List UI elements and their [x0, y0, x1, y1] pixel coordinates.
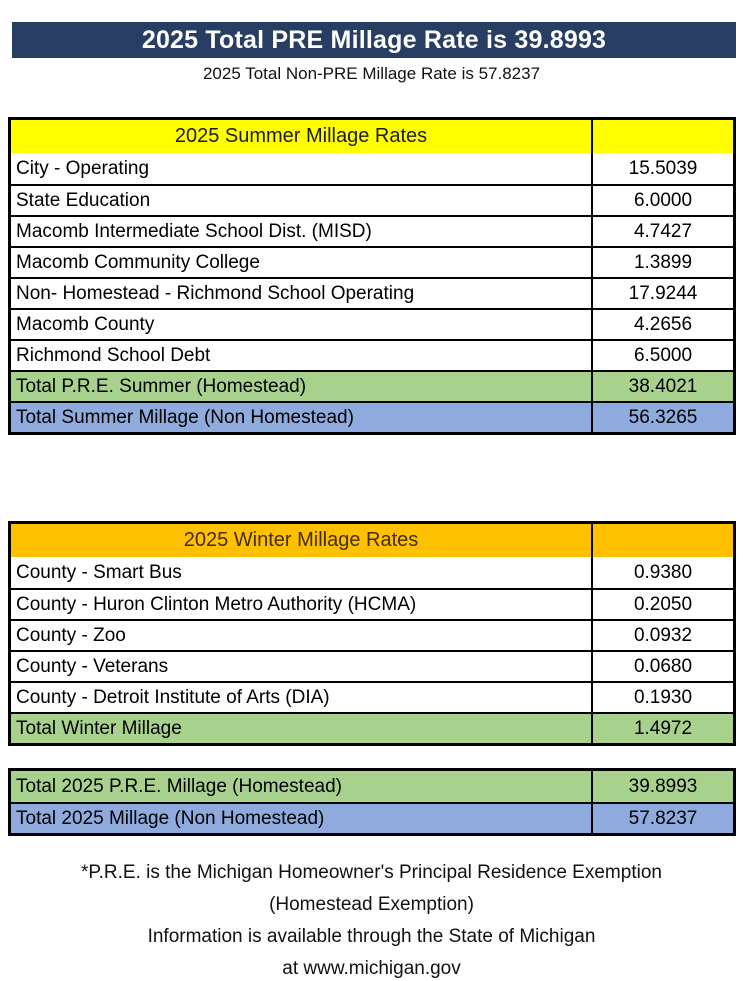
winter-millage-table	[8, 521, 736, 746]
row-value: 6.0000	[633, 189, 693, 211]
row-label: County - Detroit Institute of Arts (DIA)	[11, 683, 593, 712]
row-label: Non- Homestead - Richmond School Operating	[11, 279, 593, 308]
summer-table-title: 2025 Summer Millage Rates	[11, 120, 593, 153]
row-value: 6.5000	[633, 344, 693, 366]
row-value: 4.7427	[633, 220, 693, 242]
table-row	[11, 650, 733, 681]
footer-line-pre-definition: *P.R.E. is the Michigan Homeowner's Principal Residence Exemption	[81, 862, 662, 883]
row-value: 56.3265	[593, 403, 733, 432]
row-value: 38.4021	[593, 372, 733, 401]
row-label: County - Smart Bus	[11, 557, 593, 588]
page-title: 2025 Total PRE Millage Rate is 39.8993	[12, 22, 736, 58]
table-row	[11, 215, 733, 246]
row-value: 0.1930	[633, 686, 693, 708]
row-label: County - Veterans	[11, 652, 593, 681]
row-label: Richmond School Debt	[11, 341, 593, 370]
row-value: 57.8237	[593, 804, 733, 833]
row-value: 4.2656	[633, 313, 693, 335]
table-row	[11, 557, 733, 588]
footer-line-homestead-exemption: (Homestead Exemption)	[269, 894, 474, 915]
table-row	[11, 802, 733, 833]
row-label: City - Operating	[11, 153, 593, 184]
row-value: 0.0680	[633, 655, 693, 677]
row-label: Macomb County	[11, 310, 593, 339]
row-label: Total 2025 P.R.E. Millage (Homestead)	[11, 771, 593, 802]
table-row	[11, 153, 733, 184]
row-value: 0.2050	[633, 593, 693, 615]
row-label: Total Winter Millage	[11, 714, 593, 743]
footer-note	[0, 857, 743, 981]
row-label: Total Summer Millage (Non Homestead)	[11, 403, 593, 432]
table-row	[11, 771, 733, 802]
summer-millage-table	[8, 117, 736, 435]
table-row	[11, 277, 733, 308]
summer-table-header-spacer	[593, 120, 733, 153]
row-label: Macomb Community College	[11, 248, 593, 277]
row-value: 15.5039	[628, 157, 698, 179]
footer-line-url: at www.michigan.gov	[282, 958, 461, 979]
row-label: Macomb Intermediate School Dist. (MISD)	[11, 217, 593, 246]
row-value: 1.3899	[633, 251, 693, 273]
non-pre-subtitle: 2025 Total Non-PRE Millage Rate is 57.8237	[202, 64, 541, 83]
row-value: 39.8993	[593, 771, 733, 802]
table-row	[11, 339, 733, 370]
summer-table-header-row	[11, 120, 733, 153]
table-row	[11, 401, 733, 432]
row-label: County - Zoo	[11, 621, 593, 650]
table-row	[11, 681, 733, 712]
winter-table-header-row	[11, 524, 733, 557]
row-value: 1.4972	[593, 714, 733, 743]
winter-table-title: 2025 Winter Millage Rates	[11, 524, 593, 557]
table-row	[11, 246, 733, 277]
table-row	[11, 588, 733, 619]
row-value: 0.9380	[633, 561, 693, 583]
row-value: 0.0932	[633, 624, 693, 646]
row-label: County - Huron Clinton Metro Authority (HCMA)	[11, 590, 593, 619]
row-label: Total 2025 Millage (Non Homestead)	[11, 804, 593, 833]
table-row	[11, 370, 733, 401]
winter-table-header-spacer	[593, 524, 733, 557]
table-row	[11, 184, 733, 215]
table-row	[11, 308, 733, 339]
table-row	[11, 619, 733, 650]
footer-line-info: Information is available through the State of Michigan	[147, 926, 596, 947]
row-label: State Education	[11, 186, 593, 215]
table-row	[11, 712, 733, 743]
grand-total-table	[8, 768, 736, 836]
row-label: Total P.R.E. Summer (Homestead)	[11, 372, 593, 401]
row-value: 17.9244	[628, 282, 698, 304]
